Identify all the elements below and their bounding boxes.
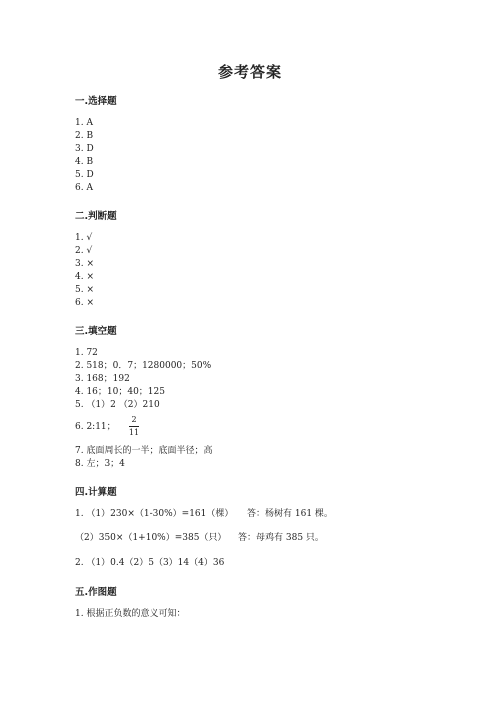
calc-2: 2. （1）0.4（2）5（3）14（4）36 [75,558,225,568]
answer-choice-5: 5. D [75,170,94,180]
answer-judgment-1: 1. √ [75,233,93,243]
answer-fill-3: 3. 168；192 [75,374,130,384]
answer-choice-1: 1. A [75,118,93,128]
calc-1-1-answer: 答：杨树有 161 棵。 [247,509,333,519]
calc-1-2-expression: （2）350×（1+10%）=385（只） [75,533,227,543]
answer-judgment-5: 5. × [75,285,94,295]
section-heading-fill-in: 三.填空题 [75,326,117,337]
calc-1-1-expression: 1. （1）230×（1-30%）=161（棵） [75,509,234,519]
answer-choice-6: 6. A [75,183,93,193]
calc-1-2-answer: 答：母鸡有 385 只。 [238,533,324,543]
answer-choice-4: 4. B [75,157,94,167]
fraction-bar [129,426,139,427]
answer-judgment-2: 2. √ [75,246,93,256]
section-heading-judgment: 二.判断题 [75,211,117,222]
answer-drawing-1: 1. 根据正负数的意义可知： [75,609,186,619]
section-heading-calculation: 四.计算题 [75,487,117,498]
answer-fill-6-prefix: 6. 2:11； [75,422,116,432]
answer-choice-3: 3. D [75,144,94,154]
answer-judgment-4: 4. × [75,272,94,282]
answer-judgment-3: 3. × [75,259,94,269]
answer-fill-7: 7. 底面周长的一半；底面半径；高 [75,446,213,456]
answer-fill-2: 2. 518；0．7；1280000；50% [75,361,212,371]
answer-judgment-6: 6. × [75,298,94,308]
answer-fill-5: 5. （1）2 （2）210 [75,400,160,410]
section-heading-choice: 一.选择题 [75,96,117,107]
section-heading-drawing: 五.作图题 [75,587,117,598]
page-title: 参考答案 [217,63,282,81]
fraction-numerator: 2 [131,415,137,424]
answer-fill-1: 1. 72 [75,348,98,358]
answer-choice-2: 2. B [75,131,94,141]
answer-fill-8: 8. 左；3；4 [75,459,125,469]
fraction-denominator: 11 [128,428,140,437]
answer-fill-4: 4. 16；10；40；125 [75,387,165,397]
